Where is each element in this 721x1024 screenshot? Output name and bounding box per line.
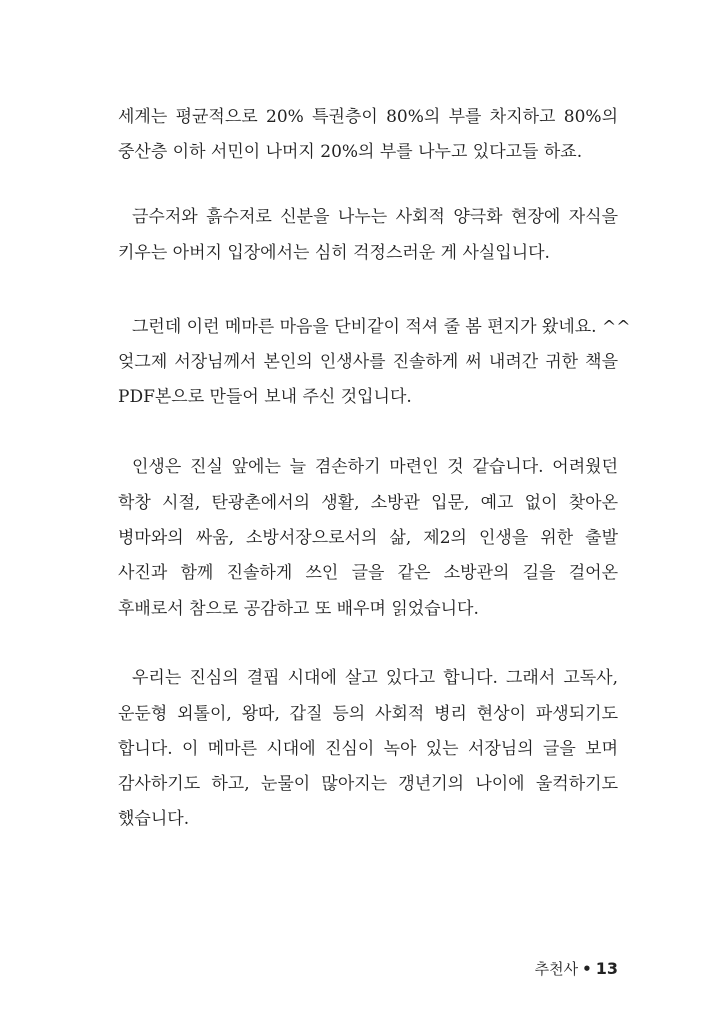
text-line: 했습니다. — [118, 809, 190, 829]
text-line: 우리는 진심의 결핍 시대에 살고 있다고 합니다. 그래서 고독사, — [132, 668, 618, 688]
separator-dot: • — [582, 960, 592, 978]
text-line: 세계는 평균적으로 20% 특권층이 80%의 부를 차지하고 80%의 — [118, 107, 618, 127]
text-line: 금수저와 흙수저로 신분을 나누는 사회적 양극화 현장에 자식을 — [132, 207, 618, 227]
section-label: 추천사 — [534, 960, 579, 978]
text-line: 병마와의 싸움, 소방서장으로서의 삶, 제2의 인생을 위한 출발 — [118, 528, 618, 548]
text-line: 중산층 이하 서민이 나머지 20%의 부를 나누고 있다고들 하죠. — [118, 142, 583, 162]
text-line: 운둔형 외톨이, 왕따, 갑질 등의 사회적 병리 현상이 파생되기도 — [118, 704, 618, 724]
text-line: 학창 시절, 탄광촌에서의 생활, 소방관 입문, 예고 없이 찾아온 — [118, 493, 618, 513]
text-line: 엊그제 서장님께서 본인의 인생사를 진솔하게 써 내려간 귀한 책을 — [118, 352, 618, 372]
text-line: 그런데 이런 메마른 마음을 단비같이 적셔 줄 봄 편지가 왔네요. ^^ — [132, 317, 631, 337]
text-line: 키우는 아버지 입장에서는 심히 걱정스러운 게 사실입니다. — [118, 243, 550, 263]
text-line: PDF본으로 만들어 보내 주신 것입니다. — [118, 387, 412, 407]
text-line: 감사하기도 하고, 눈물이 많아지는 갱년기의 나이에 울컥하기도 — [118, 774, 618, 794]
text-line: 후배로서 참으로 공감하고 또 배우며 읽었습니다. — [118, 599, 479, 619]
text-line: 인생은 진실 앞에는 늘 겸손하기 마련인 것 같습니다. 어려웠던 — [132, 457, 618, 477]
text-line: 합니다. 이 메마른 시대에 진심이 녹아 있는 서장님의 글을 보며 — [118, 739, 618, 759]
page-number: 13 — [595, 959, 618, 978]
text-line: 사진과 함께 진솔하게 쓰인 글을 같은 소방관의 길을 걸어온 — [118, 563, 618, 583]
page-footer — [535, 958, 618, 979]
